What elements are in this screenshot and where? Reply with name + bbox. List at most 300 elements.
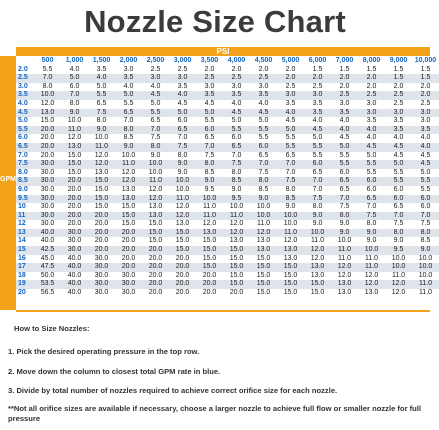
orifice-size-cell: 12.0	[142, 195, 169, 204]
psi-column-header: 2,000	[115, 57, 142, 66]
psi-column-header: 3,500	[196, 57, 223, 66]
orifice-size-cell: 6.5	[250, 152, 277, 161]
psi-column-header: 4,000	[223, 57, 250, 66]
orifice-size-cell: 5.5	[304, 143, 331, 152]
orifice-size-cell: 20.0	[169, 272, 196, 281]
orifice-size-cell: 12.0	[358, 272, 385, 281]
orifice-size-cell: 8.0	[304, 203, 331, 212]
orifice-size-cell: 1.5	[358, 66, 385, 75]
orifice-size-cell: 30.0	[61, 237, 88, 246]
gpm-row-header: 9.5	[16, 195, 34, 204]
orifice-size-cell: 8.0	[412, 229, 439, 238]
gpm-row-header: 8.0	[16, 169, 34, 178]
orifice-size-cell: 5.5	[412, 177, 439, 186]
orifice-size-cell: 10.0	[169, 177, 196, 186]
orifice-size-cell: 5.0	[331, 143, 358, 152]
orifice-size-cell: 20.0	[61, 212, 88, 221]
orifice-size-cell: 8.0	[223, 169, 250, 178]
orifice-size-cell: 11.0	[250, 220, 277, 229]
orifice-size-cell: 3.0	[331, 100, 358, 109]
table-row	[16, 143, 439, 152]
orifice-size-cell: 10.0	[412, 255, 439, 264]
orifice-size-cell: 5.0	[142, 100, 169, 109]
orifice-size-cell: 9.0	[304, 212, 331, 221]
table-row	[16, 66, 439, 75]
orifice-size-cell: 11.0	[196, 212, 223, 221]
orifice-size-cell: 7.0	[169, 134, 196, 143]
orifice-size-cell: 5.5	[223, 126, 250, 135]
orifice-size-cell: 9.5	[196, 186, 223, 195]
psi-column-header: 2,500	[142, 57, 169, 66]
orifice-size-cell: 5.5	[331, 160, 358, 169]
orifice-size-cell: 12.0	[304, 255, 331, 264]
orifice-size-cell: 2.5	[358, 91, 385, 100]
psi-column-header: 1,500	[88, 57, 115, 66]
orifice-size-cell: 6.0	[61, 83, 88, 92]
orifice-size-cell: 11.0	[304, 237, 331, 246]
orifice-size-cell: 20.0	[169, 263, 196, 272]
orifice-size-cell: 6.5	[142, 117, 169, 126]
orifice-size-cell: 9.5	[385, 246, 412, 255]
orifice-size-cell: 3.0	[412, 117, 439, 126]
orifice-size-cell: 5.0	[169, 109, 196, 118]
orifice-size-cell: 9.0	[331, 229, 358, 238]
orifice-size-cell: 6.0	[385, 186, 412, 195]
orifice-size-cell: 20.0	[115, 246, 142, 255]
orifice-size-cell: 12.0	[304, 246, 331, 255]
orifice-size-cell: 5.0	[88, 83, 115, 92]
orifice-size-cell: 5.0	[250, 117, 277, 126]
orifice-size-cell: 15.0	[250, 289, 277, 298]
orifice-size-cell: 30.0	[88, 263, 115, 272]
orifice-size-cell: 11.0	[223, 212, 250, 221]
orifice-size-cell: 10.0	[385, 255, 412, 264]
orifice-size-cell: 6.0	[223, 134, 250, 143]
instruction-step-2: 2. Move down the column to closest total GPM rate in blue.	[8, 367, 221, 376]
gpm-side-bar	[0, 56, 16, 310]
orifice-size-cell: 2.0	[331, 74, 358, 83]
orifice-size-cell: 3.5	[115, 74, 142, 83]
psi-column-header: 500	[34, 57, 61, 66]
orifice-size-cell: 4.5	[196, 100, 223, 109]
orifice-size-cell: 4.0	[412, 134, 439, 143]
orifice-size-cell: 13.0	[358, 289, 385, 298]
orifice-size-cell: 2.5	[412, 100, 439, 109]
orifice-size-cell: 3.5	[250, 91, 277, 100]
orifice-size-cell: 5.0	[412, 169, 439, 178]
orifice-size-cell: 8.0	[358, 220, 385, 229]
orifice-size-cell: 6.0	[412, 203, 439, 212]
orifice-size-cell: 2.0	[223, 66, 250, 75]
orifice-size-cell: 2.0	[412, 83, 439, 92]
gpm-row-header: 2.5	[16, 74, 34, 83]
orifice-size-cell: 11.0	[385, 272, 412, 281]
orifice-size-cell: 15.0	[250, 263, 277, 272]
orifice-size-cell: 13.0	[196, 229, 223, 238]
orifice-size-cell: 2.0	[277, 66, 304, 75]
orifice-size-cell: 6.0	[250, 143, 277, 152]
gpm-row-header: 3.0	[16, 83, 34, 92]
psi-header-bar	[16, 47, 430, 56]
table-row	[16, 74, 439, 83]
psi-column-header: 5,000	[277, 57, 304, 66]
orifice-size-cell: 5.5	[358, 169, 385, 178]
gpm-row-header: 8.5	[16, 177, 34, 186]
orifice-size-cell: 30.0	[61, 246, 88, 255]
orifice-size-cell: 5.0	[61, 74, 88, 83]
orifice-size-cell: 3.5	[223, 91, 250, 100]
orifice-size-cell: 6.5	[223, 143, 250, 152]
orifice-size-cell: 5.0	[277, 126, 304, 135]
orifice-size-cell: 7.0	[223, 152, 250, 161]
orifice-size-cell: 3.5	[385, 117, 412, 126]
orifice-size-cell: 13.0	[115, 186, 142, 195]
orifice-size-cell: 6.5	[331, 186, 358, 195]
gpm-row-header: 12	[16, 220, 34, 229]
orifice-size-cell: 3.0	[196, 83, 223, 92]
orifice-size-cell: 4.0	[412, 143, 439, 152]
orifice-size-cell: 9.0	[304, 220, 331, 229]
orifice-size-cell: 8.0	[169, 152, 196, 161]
orifice-size-cell: 10.0	[277, 212, 304, 221]
gpm-row-header: 14	[16, 237, 34, 246]
orifice-size-cell: 12.0	[169, 212, 196, 221]
orifice-size-cell: 11.0	[61, 126, 88, 135]
orifice-size-cell: 7.0	[304, 186, 331, 195]
gpm-row-header: 10	[16, 203, 34, 212]
orifice-size-cell: 3.5	[169, 83, 196, 92]
orifice-size-cell: 8.0	[142, 143, 169, 152]
psi-column-header: 4,500	[250, 57, 277, 66]
orifice-size-cell: 13.0	[142, 212, 169, 221]
orifice-size-cell: 5.5	[250, 134, 277, 143]
orifice-size-cell: 2.5	[250, 74, 277, 83]
table-row	[16, 220, 439, 229]
orifice-size-cell: 6.5	[196, 134, 223, 143]
orifice-size-cell: 15.0	[223, 246, 250, 255]
orifice-size-cell: 15.0	[277, 289, 304, 298]
orifice-size-cell: 11.0	[358, 255, 385, 264]
orifice-size-cell: 15.0	[61, 152, 88, 161]
orifice-size-cell: 13.0	[331, 289, 358, 298]
orifice-size-cell: 6.5	[385, 203, 412, 212]
orifice-size-cell: 3.5	[196, 91, 223, 100]
orifice-size-cell: 15.0	[88, 195, 115, 204]
orifice-size-cell: 5.5	[142, 109, 169, 118]
table-row	[16, 152, 439, 161]
orifice-size-cell: 5.5	[412, 186, 439, 195]
orifice-size-cell: 30.0	[34, 212, 61, 221]
orifice-size-cell: 20.0	[196, 272, 223, 281]
orifice-size-cell: 11.0	[412, 289, 439, 298]
orifice-size-cell: 7.5	[331, 203, 358, 212]
orifice-size-cell: 40.0	[61, 263, 88, 272]
orifice-size-cell: 4.5	[385, 152, 412, 161]
orifice-size-cell: 20.0	[142, 263, 169, 272]
gpm-row-header: 13	[16, 229, 34, 238]
orifice-size-cell: 15.0	[250, 280, 277, 289]
orifice-size-cell: 40.0	[61, 280, 88, 289]
gpm-row-header: 5.0	[16, 117, 34, 126]
orifice-size-cell: 4.0	[61, 66, 88, 75]
orifice-size-cell: 42.5	[34, 246, 61, 255]
orifice-size-cell: 6.5	[331, 177, 358, 186]
orifice-size-cell: 15.0	[34, 117, 61, 126]
orifice-size-cell: 8.0	[277, 186, 304, 195]
orifice-size-cell: 2.5	[169, 66, 196, 75]
orifice-size-cell: 9.5	[223, 195, 250, 204]
orifice-size-cell: 15.0	[142, 220, 169, 229]
orifice-size-cell: 6.0	[196, 126, 223, 135]
orifice-size-cell: 2.5	[196, 74, 223, 83]
orifice-size-cell: 15.0	[142, 237, 169, 246]
orifice-size-cell: 3.5	[88, 66, 115, 75]
psi-label: PSI	[216, 47, 230, 56]
gpm-row-header: 18	[16, 272, 34, 281]
orifice-size-cell: 7.0	[34, 74, 61, 83]
orifice-size-cell: 15.0	[142, 229, 169, 238]
orifice-size-cell: 11.0	[412, 280, 439, 289]
orifice-size-cell: 9.0	[61, 109, 88, 118]
orifice-size-cell: 20.0	[88, 220, 115, 229]
orifice-size-cell: 4.5	[412, 152, 439, 161]
orifice-size-cell: 6.5	[88, 100, 115, 109]
orifice-size-cell: 3.5	[385, 126, 412, 135]
orifice-size-cell: 11.0	[331, 255, 358, 264]
table-row	[16, 229, 439, 238]
orifice-size-cell: 9.0	[196, 177, 223, 186]
orifice-size-cell: 4.5	[142, 91, 169, 100]
orifice-size-cell: 11.0	[358, 263, 385, 272]
orifice-size-cell: 7.0	[196, 143, 223, 152]
orifice-size-cell: 6.0	[358, 177, 385, 186]
orifice-size-cell: 5.0	[358, 152, 385, 161]
orifice-size-cell: 20.0	[61, 195, 88, 204]
orifice-size-cell: 3.5	[304, 109, 331, 118]
orifice-size-cell: 1.5	[304, 66, 331, 75]
orifice-size-cell: 9.0	[277, 203, 304, 212]
orifice-size-cell: 15.0	[277, 272, 304, 281]
orifice-size-cell: 4.0	[142, 83, 169, 92]
orifice-size-cell: 15.0	[277, 263, 304, 272]
orifice-size-cell: 10.0	[142, 169, 169, 178]
orifice-size-cell: 6.0	[304, 160, 331, 169]
gpm-row-header: 5.5	[16, 126, 34, 135]
orifice-size-cell: 30.0	[88, 255, 115, 264]
orifice-size-cell: 13.0	[331, 280, 358, 289]
orifice-size-cell: 5.0	[115, 91, 142, 100]
orifice-size-cell: 15.0	[304, 289, 331, 298]
orifice-size-cell: 20.0	[34, 134, 61, 143]
orifice-size-cell: 40.0	[61, 272, 88, 281]
orifice-size-cell: 10.0	[196, 195, 223, 204]
orifice-size-cell: 4.5	[169, 100, 196, 109]
orifice-size-cell: 4.0	[88, 74, 115, 83]
orifice-size-cell: 3.5	[412, 126, 439, 135]
orifice-size-cell: 4.0	[385, 134, 412, 143]
gpm-row-header: 19	[16, 280, 34, 289]
orifice-size-cell: 12.0	[223, 229, 250, 238]
orifice-size-cell: 7.0	[412, 212, 439, 221]
table-row	[16, 177, 439, 186]
orifice-size-cell: 11.0	[115, 160, 142, 169]
orifice-size-cell: 4.5	[385, 143, 412, 152]
orifice-size-cell: 5.0	[196, 109, 223, 118]
orifice-size-cell: 6.5	[169, 126, 196, 135]
orifice-size-cell: 15.0	[196, 263, 223, 272]
orifice-size-cell: 8.5	[115, 134, 142, 143]
orifice-size-cell: 4.0	[331, 117, 358, 126]
instruction-note: **Not all orifice sizes are available if necessary, choose a larger nozzle to achieve full flow or smaller nozzle for full pressure	[8, 404, 422, 423]
gpm-row-header: 9.0	[16, 186, 34, 195]
table-row	[16, 109, 439, 118]
orifice-size-cell: 9.0	[358, 237, 385, 246]
orifice-size-cell: 30.0	[34, 186, 61, 195]
orifice-size-cell: 9.0	[115, 143, 142, 152]
orifice-size-cell: 20.0	[169, 280, 196, 289]
orifice-size-cell: 6.5	[115, 109, 142, 118]
orifice-size-cell: 9.0	[331, 220, 358, 229]
table-row	[16, 280, 439, 289]
orifice-size-cell: 5.5	[277, 143, 304, 152]
table-row	[16, 195, 439, 204]
orifice-size-cell: 13.0	[304, 272, 331, 281]
orifice-size-cell: 4.5	[412, 160, 439, 169]
orifice-size-cell: 10.0	[358, 246, 385, 255]
orifice-size-cell: 12.0	[88, 152, 115, 161]
orifice-size-cell: 3.0	[115, 66, 142, 75]
orifice-size-cell: 2.0	[412, 91, 439, 100]
orifice-size-cell: 8.5	[223, 177, 250, 186]
orifice-size-cell: 20.0	[61, 177, 88, 186]
orifice-size-cell: 15.0	[88, 186, 115, 195]
orifice-size-cell: 12.0	[250, 229, 277, 238]
orifice-size-cell: 7.0	[115, 117, 142, 126]
orifice-size-cell: 12.0	[115, 177, 142, 186]
orifice-size-cell: 7.5	[250, 169, 277, 178]
table-row	[16, 246, 439, 255]
orifice-size-cell: 20.0	[169, 289, 196, 298]
orifice-size-cell: 7.0	[250, 160, 277, 169]
gpm-row-header: 11	[16, 212, 34, 221]
orifice-size-cell: 10.0	[304, 229, 331, 238]
orifice-size-cell: 5.5	[88, 91, 115, 100]
orifice-size-cell: 12.0	[331, 272, 358, 281]
orifice-size-cell: 20.0	[115, 229, 142, 238]
orifice-size-cell: 20.0	[142, 280, 169, 289]
table-row	[16, 100, 439, 109]
orifice-size-cell: 5.5	[196, 117, 223, 126]
orifice-size-cell: 5.5	[250, 126, 277, 135]
orifice-size-cell: 3.0	[358, 109, 385, 118]
chart-title: Nozzle Size Chart	[84, 4, 346, 39]
orifice-size-cell: 30.0	[115, 280, 142, 289]
table-row	[16, 237, 439, 246]
table-row	[16, 263, 439, 272]
orifice-size-cell: 4.5	[250, 109, 277, 118]
orifice-size-cell: 10.0	[88, 134, 115, 143]
orifice-size-cell: 12.0	[115, 169, 142, 178]
orifice-size-cell: 7.0	[385, 212, 412, 221]
orifice-size-cell: 13.0	[250, 237, 277, 246]
orifice-size-cell: 12.0	[385, 289, 412, 298]
orifice-size-cell: 2.5	[223, 74, 250, 83]
orifice-size-cell: 20.0	[88, 246, 115, 255]
orifice-size-cell: 9.0	[385, 237, 412, 246]
orifice-size-cell: 1.5	[412, 66, 439, 75]
orifice-size-cell: 11.0	[196, 203, 223, 212]
orifice-size-cell: 4.0	[358, 126, 385, 135]
orifice-size-cell: 3.0	[385, 109, 412, 118]
gpm-row-header: 16	[16, 255, 34, 264]
orifice-size-cell: 20.0	[223, 289, 250, 298]
orifice-size-cell: 4.0	[169, 91, 196, 100]
gpm-row-header: 4.5	[16, 109, 34, 118]
orifice-size-cell: 3.5	[331, 109, 358, 118]
orifice-size-cell: 30.0	[88, 289, 115, 298]
orifice-size-cell: 11.0	[277, 229, 304, 238]
orifice-size-cell: 30.0	[34, 195, 61, 204]
table-row	[16, 272, 439, 281]
orifice-size-cell: 15.0	[196, 246, 223, 255]
psi-column-header: 6,000	[304, 57, 331, 66]
orifice-size-cell: 8.0	[196, 160, 223, 169]
orifice-size-cell: 15.0	[169, 229, 196, 238]
orifice-size-cell: 30.0	[34, 220, 61, 229]
gpm-row-header: 7.5	[16, 160, 34, 169]
psi-column-header-row	[16, 57, 439, 66]
orifice-size-cell: 7.0	[358, 203, 385, 212]
gpm-row-header: 15	[16, 246, 34, 255]
orifice-size-cell: 12.0	[277, 237, 304, 246]
orifice-size-cell: 7.0	[331, 195, 358, 204]
orifice-size-cell: 4.5	[277, 117, 304, 126]
orifice-size-cell: 9.0	[169, 169, 196, 178]
nozzle-size-table	[16, 57, 439, 298]
table-row	[16, 255, 439, 264]
orifice-size-cell: 1.5	[412, 74, 439, 83]
orifice-size-cell: 7.5	[196, 152, 223, 161]
orifice-size-cell: 8.0	[331, 212, 358, 221]
orifice-size-cell: 3.5	[277, 100, 304, 109]
orifice-size-cell: 8.0	[115, 126, 142, 135]
orifice-size-cell: 13.0	[277, 255, 304, 264]
orifice-size-cell: 20.0	[115, 263, 142, 272]
orifice-size-cell: 7.5	[358, 212, 385, 221]
orifice-size-cell: 12.0	[223, 220, 250, 229]
gpm-row-header: 4.0	[16, 100, 34, 109]
orifice-size-cell: 6.0	[385, 195, 412, 204]
orifice-size-cell: 5.5	[277, 134, 304, 143]
orifice-size-cell: 6.5	[358, 195, 385, 204]
orifice-size-cell: 9.0	[88, 126, 115, 135]
orifice-size-cell: 6.0	[358, 186, 385, 195]
orifice-size-cell: 3.0	[412, 109, 439, 118]
orifice-size-cell: 20.0	[34, 143, 61, 152]
orifice-size-cell: 5.5	[385, 169, 412, 178]
orifice-size-cell: 15.0	[115, 212, 142, 221]
orifice-size-cell: 5.5	[115, 100, 142, 109]
orifice-size-cell: 2.0	[358, 83, 385, 92]
orifice-size-cell: 47.5	[34, 263, 61, 272]
orifice-size-cell: 3.0	[277, 91, 304, 100]
orifice-size-cell: 4.0	[115, 83, 142, 92]
gpm-label: GPM	[0, 176, 16, 183]
orifice-size-cell: 8.5	[196, 169, 223, 178]
table-row	[16, 289, 439, 298]
orifice-size-cell: 20.0	[142, 246, 169, 255]
orifice-size-cell: 7.0	[304, 177, 331, 186]
